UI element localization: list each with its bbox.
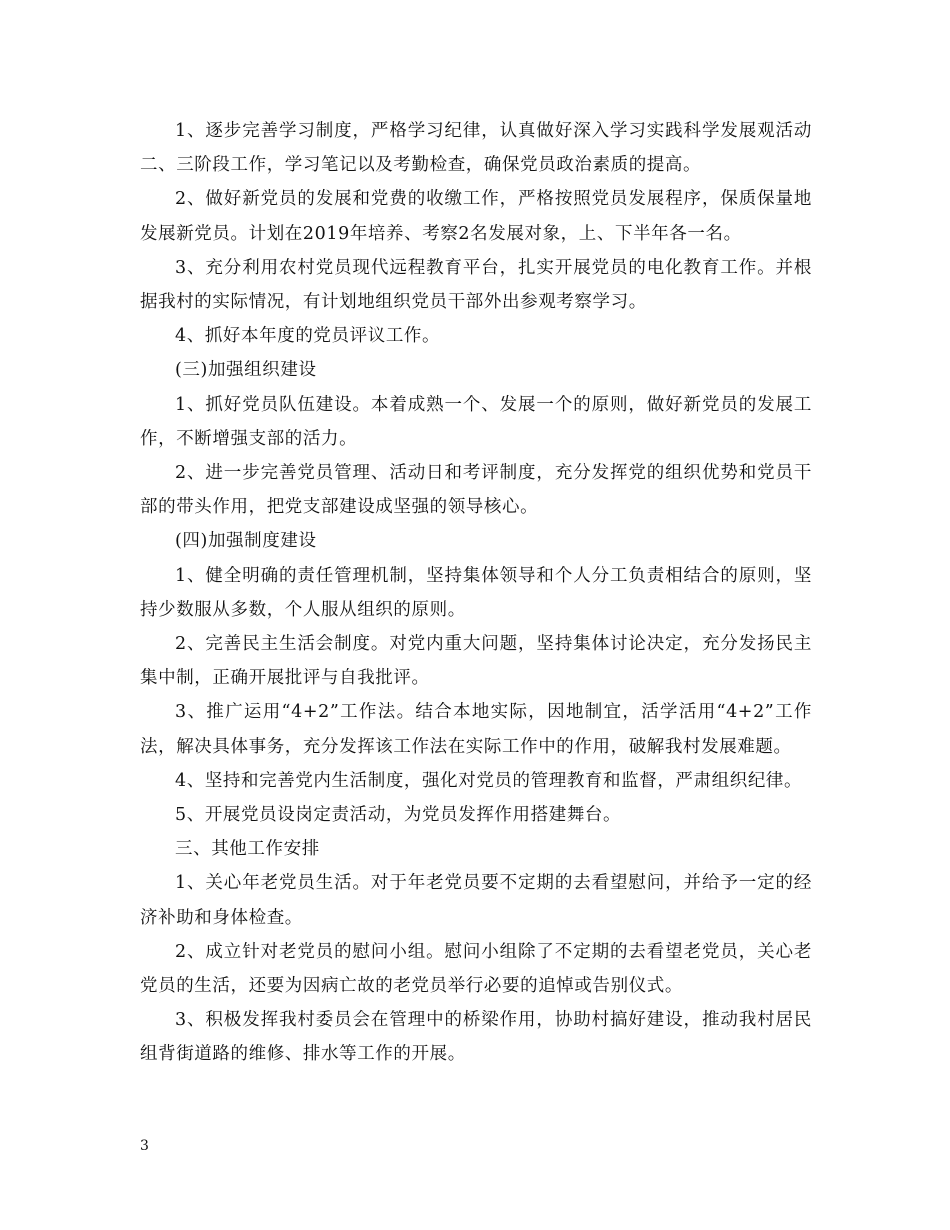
paragraph-13: 5、开展党员设岗定责活动，为党员发挥作用搭建舞台。 bbox=[175, 805, 622, 826]
paragraph-10: 2、完善民主生活会制度。对党内重大问题，坚持集体讨论决定，充分发扬民主集中制，正确开展批评与自我批评。 bbox=[140, 634, 812, 689]
paragraph-2: 2、做好新党员的发展和党费的收缴工作，严格按照党员发展程序，保质保量地发展新党员。计划在2019年培养、考察2名发展对象，上、下半年各一名。 bbox=[140, 189, 812, 244]
paragraph-17: 3、积极发挥我村委员会在管理中的桥梁作用，协助村搞好建设，推动我村居民组背街道路的维修、排水等工作的开展。 bbox=[140, 1010, 812, 1065]
paragraph-4: 4、抓好本年度的党员评议工作。 bbox=[175, 326, 441, 347]
paragraph-15: 1、关心年老党员生活。对于年老党员要不定期的去看望慰问，并给予一定的经济补助和身体检查。 bbox=[140, 873, 812, 928]
section-heading-other: 三、其他工作安排 bbox=[175, 839, 320, 860]
section-heading-organization: (三)加强组织建设 bbox=[175, 360, 317, 381]
document-body bbox=[140, 114, 812, 1072]
paragraph-11: 3、推广运用“4+2”工作法。结合本地实际，因地制宜，活学活用“4+2”工作法，解决具体事务，充分发挥该工作法在实际工作中的作用，破解我村发展难题。 bbox=[140, 702, 812, 757]
paragraph-1: 1、逐步完善学习制度，严格学习纪律，认真做好深入学习实践科学发展观活动二、三阶段工作，学习笔记以及考勤检查，确保党员政治素质的提高。 bbox=[140, 121, 812, 176]
paragraph-7: 2、进一步完善党员管理、活动日和考评制度，充分发挥党的组织优势和党员干部的带头作用，把党支部建设成坚强的领导核心。 bbox=[140, 463, 812, 518]
paragraph-6: 1、抓好党员队伍建设。本着成熟一个、发展一个的原则，做好新党员的发展工作，不断增强支部的活力。 bbox=[140, 394, 812, 449]
paragraph-3: 3、充分利用农村党员现代远程教育平台，扎实开展党员的电化教育工作。并根据我村的实际情况，有计划地组织党员干部外出参观考察学习。 bbox=[140, 257, 812, 313]
section-heading-system: (四)加强制度建设 bbox=[175, 531, 317, 552]
paragraph-12: 4、坚持和完善党内生活制度，强化对党员的管理教育和监督，严肃组织纪律。 bbox=[175, 770, 803, 791]
page-number: 3 bbox=[140, 1138, 149, 1154]
paragraph-16: 2、成立针对老党员的慰问小组。慰问小组除了不定期的去看望老党员，关心老党员的生活，还要为因病亡故的老党员举行必要的追悼或告别仪式。 bbox=[140, 941, 812, 997]
paragraph-9: 1、健全明确的责任管理机制，坚持集体领导和个人分工负责相结合的原则，坚持少数服从多数，个人服从组织的原则。 bbox=[140, 565, 812, 620]
